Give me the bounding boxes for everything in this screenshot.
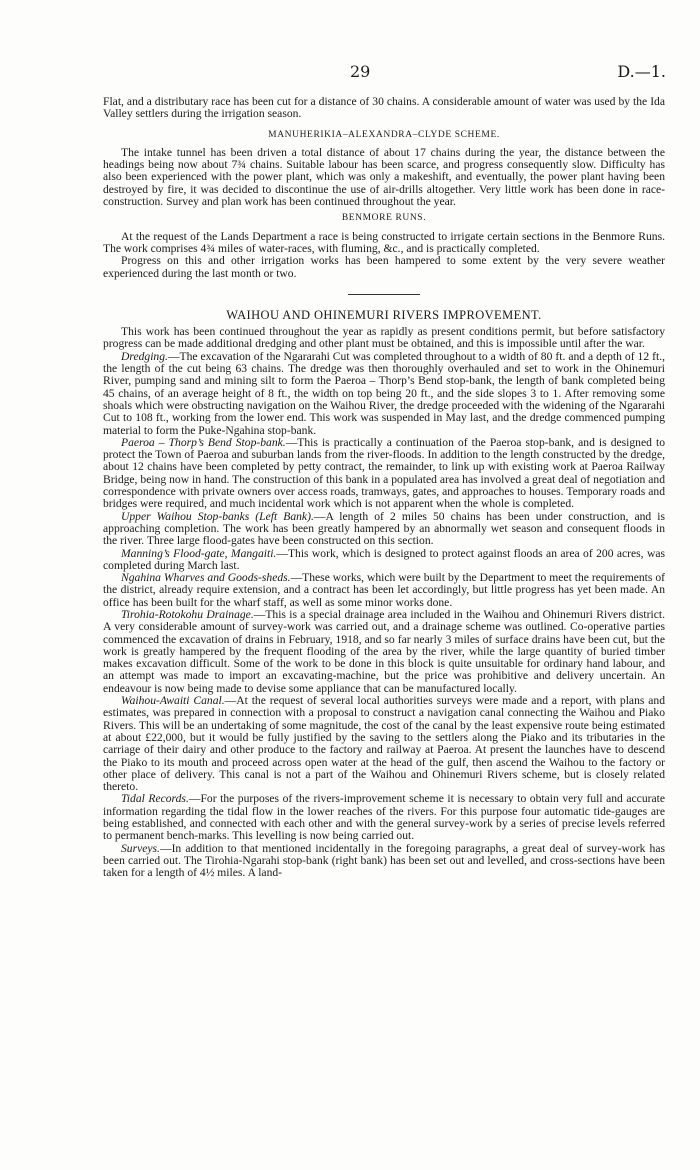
waihou-heading: WAIHOU AND OHINEMURI RIVERS IMPROVEMENT. xyxy=(226,307,542,322)
tirohia-text: —This is a special drainage area included in the Waihou and Ohinemuri Rivers district. A very considerable amount of survey-work was carried out, and a drainage scheme was outlined. Co-operative parties commenced the excavation of drains in February, 1918, and so far nearly 3 miles of surface drains have been cut, but the work is greatly hampered by the frequent flooding of the area by the river, while the large quantity of buried timber makes excavation difficult. Some of the work to be done in this block is quite unsuitable for ordinary hand labour, and an attempt was made to import an excavating-machine, but the price was prohibitive and delivery uncertain. An endeavour is now being made to devise some appliance that can be manufactured locally. xyxy=(103,607,665,695)
surveys-text: —In addition to that mentioned incidentally in the foregoing paragraphs, a great deal of survey-work has been carried out. The Tirohia-Ngarahi stop-bank (right bank) has been set out and levelled, and cross-sections have been taken for a length of 4½ miles. A land- xyxy=(103,841,665,880)
document-reference: D.—1. xyxy=(617,62,666,81)
paeroa-paragraph xyxy=(103,437,665,511)
manuherikia-heading: MANUHERIKIA–ALEXANDRA–CLYDE SCHEME. xyxy=(268,129,500,140)
manning-paragraph xyxy=(103,548,665,573)
tirohia-paragraph xyxy=(103,609,665,695)
page-body xyxy=(103,96,665,880)
surveys-paragraph xyxy=(103,843,665,880)
dredging-text: —The excavation of the Ngararahi Cut was completed throughout to a width of 80 ft. and a depth of 12 ft., the length of the cut being 63 chains. The dredge was then thoroughly overhauled and set to work in the Ohinemuri River, pumping sand and mining silt to form the Paeroa – Thorp’s Bend stop-bank, the length of bank completed being 45 chains, of an average height of 8 ft., the width on top being 20 ft., and the side slopes 3 to 1. After removing some shoals which were obstructing navigation on the Waihou River, the dredge proceeded with the widening of the Ngararahi Cut to 108 ft., working from the lower end. This work was suspended in May last, and the dredge commenced pumping material to form the Puke-Ngahina stop-bank. xyxy=(103,349,665,437)
manuherikia-paragraph: The intake tunnel has been driven a total distance of about 17 chains during the year, the distance between the headings being now about 7¾ chains. Suitable labour has been scarce, and progress consequently slow. Difficulty has also been experienced with the power plant, which was only a makeshift, and eventually, the power plant having been destroyed by fire, it was decided to discontinue the use of air-drills altogether. Very little work has been done in race-construction. Survey and plan work has been continued throughout the year. xyxy=(103,145,665,209)
dredging-title: Dredging. xyxy=(121,349,168,363)
tidal-paragraph xyxy=(103,793,665,842)
canal-paragraph xyxy=(103,695,665,793)
waihou-intro-paragraph: This work has been continued throughout the year as rapidly as present conditions permit, but before satisfactory progress can be made additional dredging and other plant must be obtained, and this is impossible until after the war. xyxy=(103,325,665,351)
ngahina-paragraph xyxy=(103,572,665,609)
canal-text: —At the request of several local authorities surveys were made and a report, with plans and estimates, was prepared in connection with a proposal to construct a navigation canal connecting the Waihou and Piako Rivers. This will be an undertaking of some magnitude, the cost of the canal by the least expensive route being estimated at about £22,000, but it would be fully justified by the saving to the settlers along the Piako and its tributaries in the carriage of their dairy and other produce to the factory and railway at Paeroa. At present the launches have to descend the Piako to its mouth and proceed across open water at the head of the gulf, then ascend the Waihou to the factory or other place of delivery. This canal is not a part of the Waihou and Ohinemuri Rivers scheme, but is closely related thereto. xyxy=(103,694,665,794)
page-number: 29 xyxy=(350,62,371,81)
canal-title: Waihou-Awaiti Canal. xyxy=(121,694,225,708)
tirohia-title: Tirohia-Rotokohu Drainage. xyxy=(121,607,254,621)
tidal-text: —For the purposes of the rivers-improvement scheme it is necessary to obtain very full and accurate information regarding the tidal flow in the lower reaches of the rivers. For this purpose four automatic tide-gauges are being established, and connected with each other and with the general survey-work by a series of precise levels referred to permanent bench-marks. This levelling is now being carried out. xyxy=(103,792,665,843)
manning-text: —This work, which is designed to protect against floods an area of 200 acres, was completed during March last. xyxy=(103,546,665,572)
intro-paragraph: Flat, and a distributary race has been cut for a distance of 30 chains. A considerable amount of water was used by the Ida Valley settlers during the irrigation season. xyxy=(103,95,665,121)
upper-waihou-paragraph xyxy=(103,511,665,548)
upper-waihou-text: —A length of 2 miles 50 chains has been under construction, and is approaching completion. The work has been greatly hampered by an abnormally wet season and consequent floods in the river. Three large flood-gates have been constructed on this section. xyxy=(103,509,665,548)
tidal-title: Tidal Records. xyxy=(121,792,189,806)
ngahina-text: —These works, which were built by the Department to meet the requirements of the district, already require extension, and a contract has been let accordingly, but little progress has yet been made. An office has been built for the wharf staff, as well as some minor works done. xyxy=(103,571,665,609)
page-header xyxy=(0,62,700,82)
dredging-paragraph xyxy=(103,351,665,437)
upper-waihou-title: Upper Waihou Stop-banks (Left Bank). xyxy=(121,509,314,523)
benmore-heading: BENMORE RUNS. xyxy=(341,213,427,224)
surveys-title: Surveys. xyxy=(121,841,160,855)
paeroa-text: —This is practically a continuation of the Paeroa stop-bank, and is designed to protect the Town of Paeroa and suburban lands from the river-floods. In addition to the length constructed by the dredge, about 12 chains have been completed by petty contract, the remainder, to link up with existing work at Paeroa Railway Bridge, being now in hand. The construction of this bank in a populated area has involved a great deal of negotiation and correspondence with private owners over access roads, tramways, gates, and approaches to houses. Temporary roads and bridges were required, and much incidental work which is not apparent when the whole is completed. xyxy=(103,435,665,511)
paeroa-title: Paeroa – Thorp’s Bend Stop-bank. xyxy=(121,435,286,449)
section-divider xyxy=(348,294,420,295)
benmore-paragraph-1: At the request of the Lands Department a race is being constructed to irrigate certain sections in the Benmore Runs. The work comprises 4¾ miles of water-races, with fluming, &c., and is practically completed. xyxy=(103,229,665,255)
manning-title: Manning’s Flood-gate, Mangaiti. xyxy=(121,546,277,560)
ngahina-title: Ngahina Wharves and Goods-sheds. xyxy=(121,571,291,585)
benmore-paragraph-2: Progress on this and other irrigation works has been hampered to some extent by the very severe weather experienced during the last month or two. xyxy=(103,254,665,280)
